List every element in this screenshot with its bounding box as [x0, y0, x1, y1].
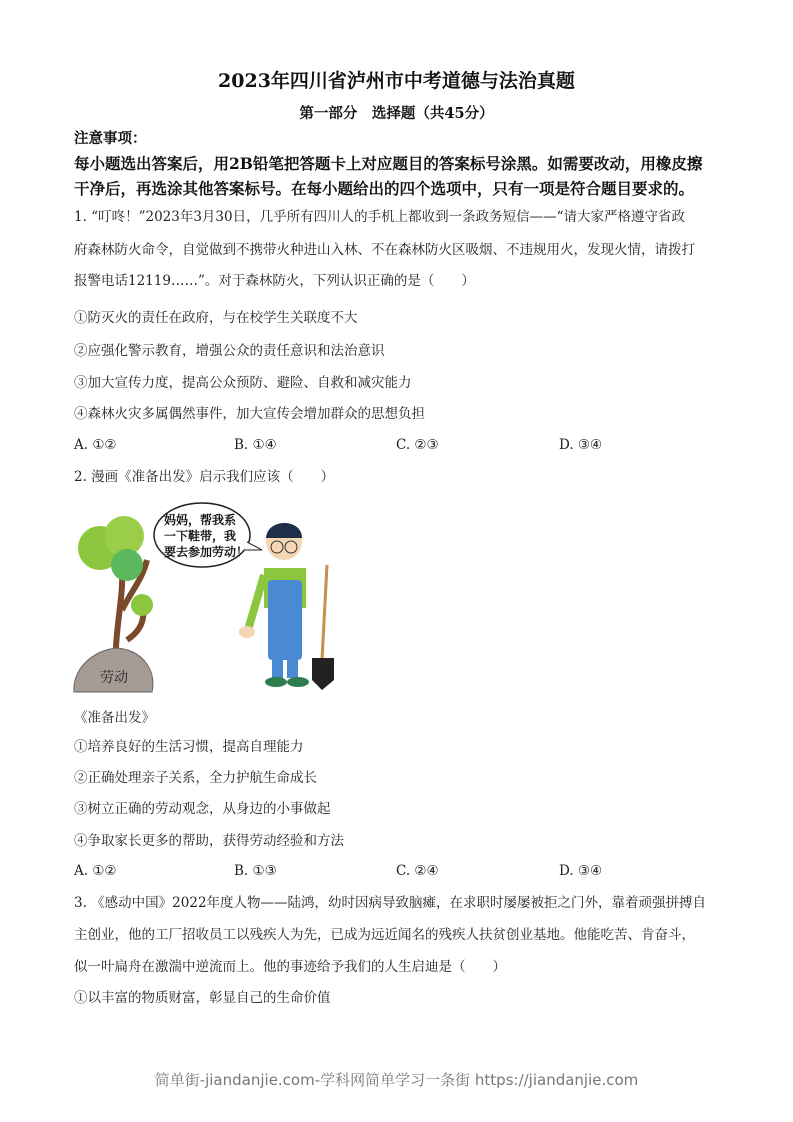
q2-statement: ②正确处理亲子关系，全力护航生命成长 — [74, 770, 317, 786]
q2-choice-a: A. ①② — [74, 863, 117, 879]
question-1-text: 府森林防火命令，自觉做到不携带火种进山入林、不在森林防火区吸烟、不违规用火，发现火情，请拨打 — [74, 242, 695, 258]
speech-line: 妈妈，帮我系 — [164, 513, 237, 527]
speech-line: 要去参加劳动！ — [164, 545, 249, 559]
q1-statement: ②应强化警示教育，增强公众的责任意识和法治意识 — [74, 343, 385, 359]
q1-statement: ①防灭火的责任在政府，与在校学生关联度不大 — [74, 310, 358, 326]
q3-statement: ①以丰富的物质财富，彰显自己的生命价值 — [74, 990, 331, 1006]
q1-statement: ③加大宣传力度，提高公众预防、避险、自救和减灾能力 — [74, 375, 412, 391]
notice-line: 干净后，再选涂其他答案标号。在每小题给出的四个选项中，只有一项是符合题目要求的。 — [74, 179, 695, 198]
q1-statement: ④森林火灾多属偶然事件，加大宣传会增加群众的思想负担 — [74, 406, 425, 422]
q1-choice-d: D. ③④ — [559, 437, 603, 453]
notice-line: 每小题选出答案后，用2B铅笔把答题卡上对应题目的答案标号涂黑。如需要改动，用橡皮擦 — [74, 154, 703, 173]
q2-statement: ③树立正确的劳动观念，从身边的小事做起 — [74, 801, 331, 817]
question-3-text: 主创业，他的工厂招收员工以残疾人为先，已成为远近闻名的残疾人扶贫创业基地。他能吃苦、肯奋斗， — [74, 927, 695, 943]
q2-statement: ④争取家长更多的帮助，获得劳动经验和方法 — [74, 833, 344, 849]
notice-heading: 注意事项： — [74, 130, 147, 147]
question-3-text: 似一叶扁舟在激湍中逆流而上。他的事迹给予我们的人生启迪是（ ） — [74, 959, 506, 975]
section-subtitle: 第一部分 选择题（共45分） — [299, 105, 494, 122]
q2-statement: ①培养良好的生活习惯，提高自理能力 — [74, 739, 304, 755]
q1-choice-b: B. ①④ — [234, 437, 277, 453]
question-1-text: 1. “叮咚！”2023年3月30日，几乎所有四川人的手机上都收到一条政务短信——“请大家严格遵守省政 — [74, 209, 685, 225]
cartoon-image — [72, 500, 362, 700]
q2-choice-c: C. ②④ — [396, 863, 439, 879]
q2-choice-d: D. ③④ — [559, 863, 603, 879]
q1-choice-c: C. ②③ — [396, 437, 439, 453]
question-3-text: 3. 《感动中国》2022年度人物——陆鸿，幼时因病导致脑瘫，在求职时屡屡被拒之门外，靠着顽强拼搏自 — [74, 895, 707, 911]
cartoon-illustration — [72, 500, 362, 700]
q2-choice-b: B. ①③ — [234, 863, 277, 879]
cartoon-caption: 《准备出发》 — [74, 710, 155, 726]
page-footer: 简单街-jiandanjie.com-学科网简单学习一条街 https://jiandanjie.com — [154, 1071, 639, 1089]
bag-label: 劳动 — [100, 670, 128, 686]
page-title: 2023年四川省泸州市中考道德与法治真题 — [218, 70, 575, 92]
q1-choice-a: A. ①② — [74, 437, 117, 453]
question-2-text: 2. 漫画《准备出发》启示我们应该（ ） — [74, 469, 335, 485]
speech-line: 一下鞋带，我 — [164, 529, 237, 543]
question-1-text: 报警电话12119……”。对于森林防火，下列认识正确的是（ ） — [74, 273, 475, 289]
